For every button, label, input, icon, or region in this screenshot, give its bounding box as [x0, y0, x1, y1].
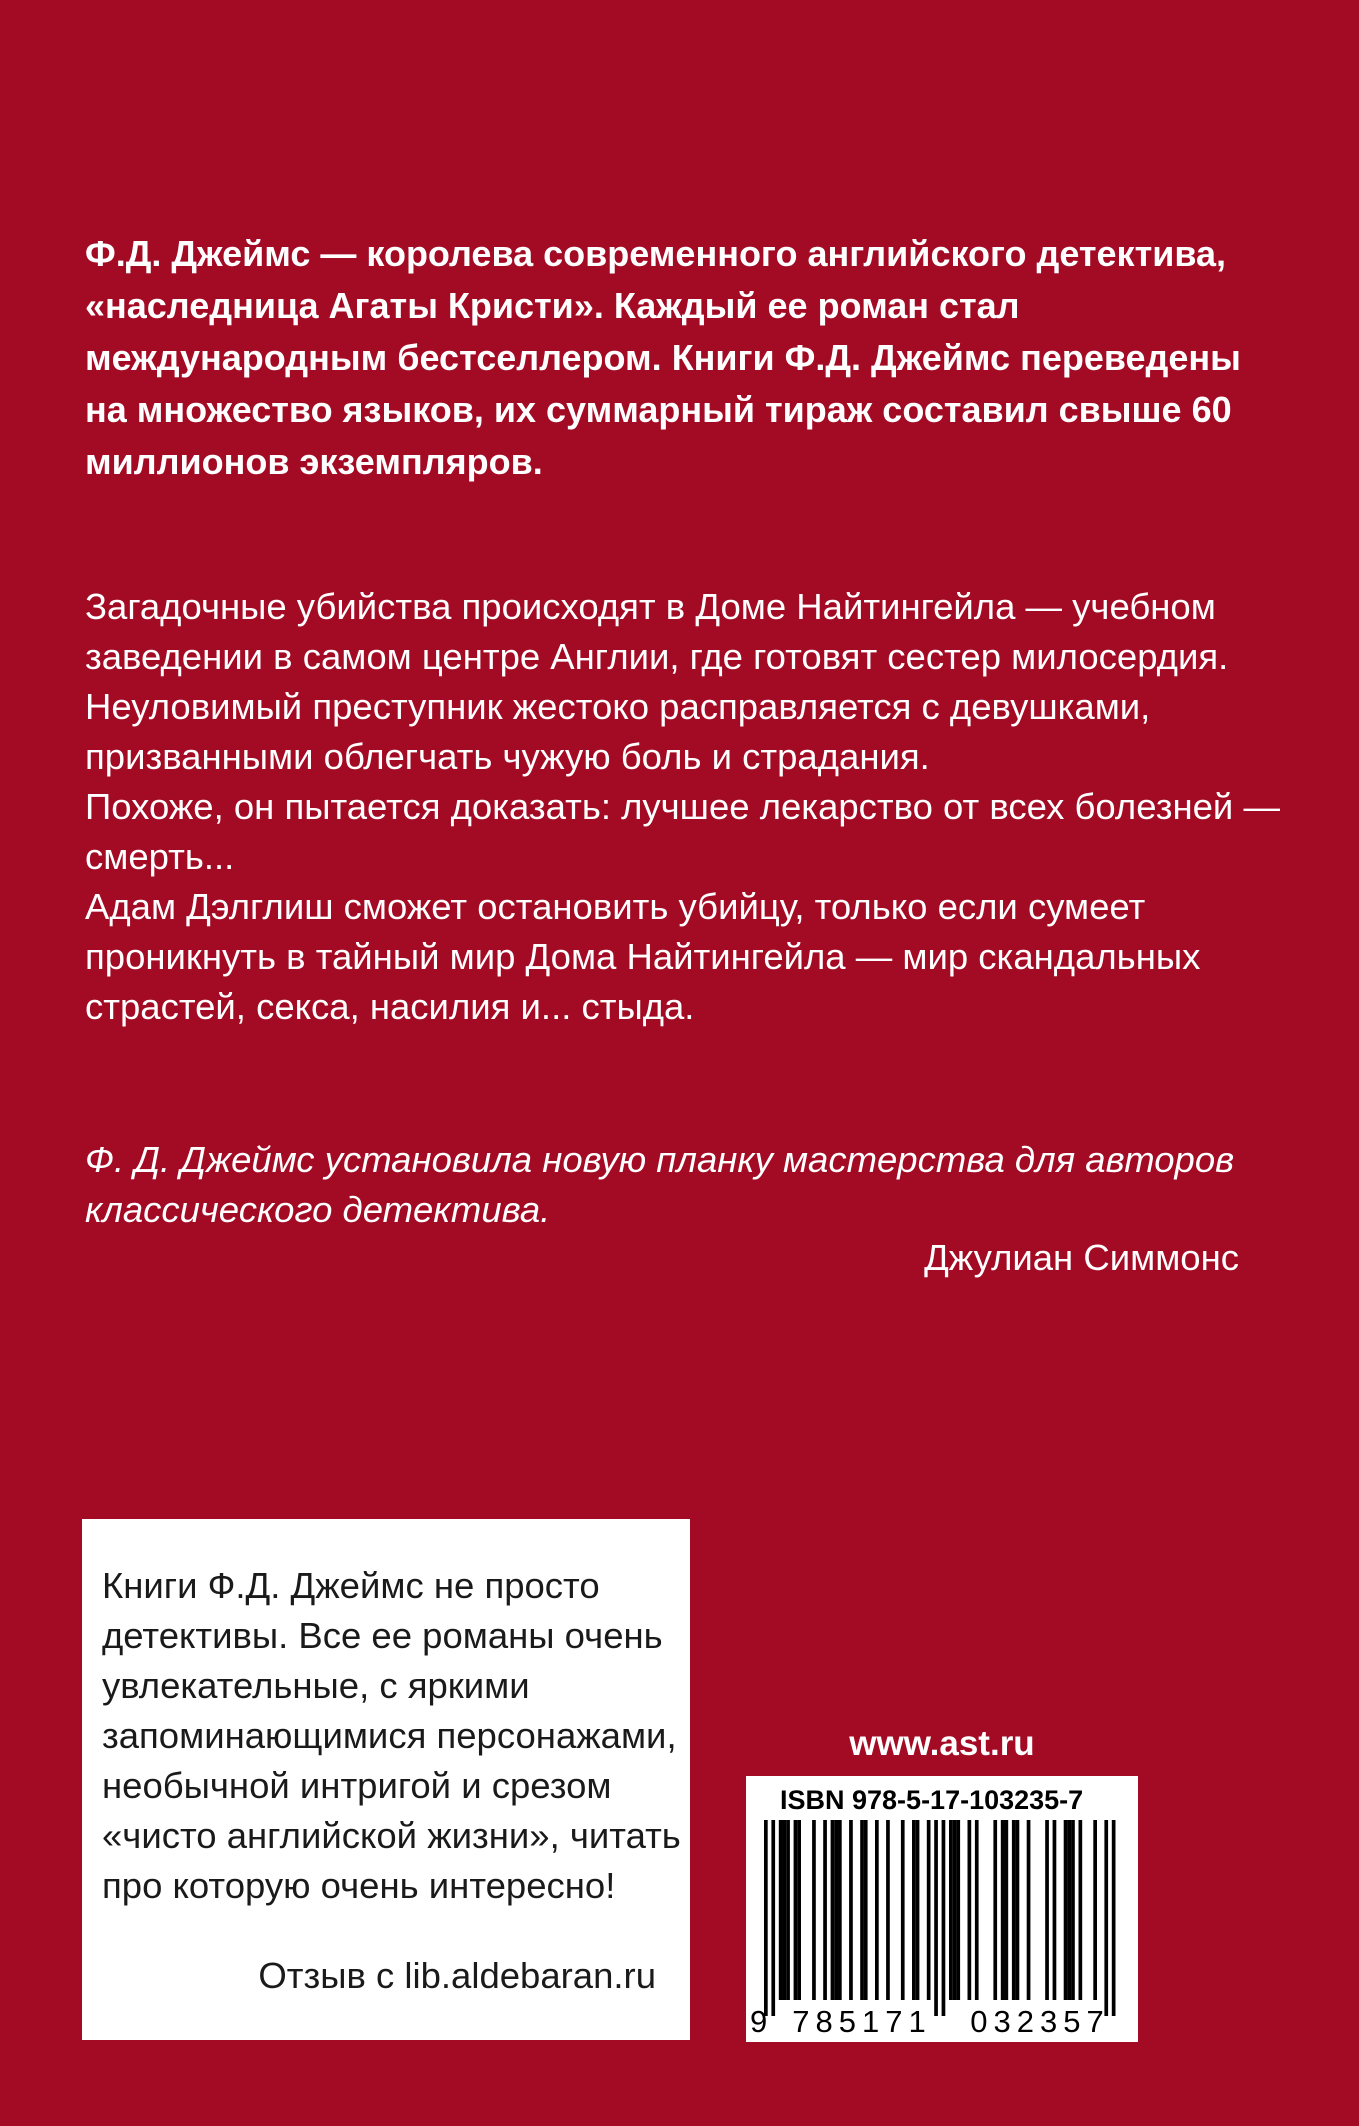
barcode-bar	[886, 1820, 890, 2000]
synopsis-paragraph: Адам Дэлглиш сможет остановить убийцу, только если сумеет проникнуть в тайный мир Дома Найтингейла — мир скандальных страстей, секса, насилия и... стыда.	[85, 886, 1201, 1027]
barcode-bar	[838, 1820, 842, 2000]
barcode-bar	[797, 1820, 801, 2000]
barcode-bar	[1045, 1820, 1049, 2000]
barcode-bar	[975, 1820, 979, 2000]
barcode-bar	[1027, 1820, 1031, 2000]
ean-first-digit: 9	[750, 2004, 768, 2039]
critic-quote: Ф. Д. Джеймс установила новую планку мастерства для авторов классического детектива.	[85, 1139, 1235, 1230]
barcode-bar	[993, 1820, 997, 2000]
barcode-bar	[942, 1820, 946, 2016]
barcode-bar	[1012, 1820, 1016, 2000]
barcode-bar	[849, 1820, 853, 2000]
barcode-bar	[764, 1820, 768, 2016]
barcode-bar	[901, 1820, 905, 2000]
barcode-bar	[1067, 1820, 1071, 2000]
barcode-bar	[1001, 1820, 1005, 2000]
ean-left-digits: 785171	[792, 2004, 932, 2039]
barcode-bar	[834, 1820, 838, 2000]
ean-right-digits: 032357	[970, 2004, 1110, 2039]
review-box	[82, 1519, 690, 2040]
barcode-bar	[927, 1820, 931, 2000]
barcode-bar	[786, 1820, 790, 2000]
barcode-bar	[831, 1820, 835, 2000]
isbn-label: ISBN 978-5-17-103235-7	[780, 1785, 1084, 1815]
barcode-bar	[875, 1820, 879, 2000]
review-source: Отзыв с lib.aldebaran.ru	[258, 1955, 656, 1996]
barcode-bar	[934, 1820, 938, 2016]
barcode-bar	[1104, 1820, 1108, 2016]
synopsis	[85, 582, 1305, 1032]
quote-author: Джулиан Симмонс	[924, 1237, 1239, 1278]
synopsis-paragraph: Похоже, он пытается доказать: лучшее лекарство от всех болезней — смерть...	[85, 786, 1280, 877]
barcode-bar	[912, 1820, 916, 2000]
barcode-bar	[956, 1820, 960, 2000]
barcode-icon	[746, 1820, 1138, 2016]
barcode-bar	[1005, 1820, 1009, 2000]
barcode-bar	[1064, 1820, 1068, 2000]
barcode-bar	[1053, 1820, 1057, 2000]
barcode-bar	[794, 1820, 798, 2000]
synopsis-paragraph: Загадочные убийства происходят в Доме Найтингейла — учебном заведении в самом центре Англии, где готовят сестер милосердия. Неуловимый преступник жестоко расправляется с девушками, призванными облегчать чужую боль и страдания.	[85, 586, 1229, 777]
barcode-bar	[949, 1820, 953, 2000]
barcode-bar	[968, 1820, 972, 2000]
barcode-bar	[916, 1820, 920, 2000]
barcode-bar	[953, 1820, 957, 2000]
barcode-bar	[783, 1820, 787, 2000]
barcode-bar	[1093, 1820, 1097, 2000]
barcode-bar	[1071, 1820, 1075, 2000]
barcode-bar	[823, 1820, 827, 2000]
author-intro: Ф.Д. Джеймс — королева современного английского детектива, «наследница Агаты Кристи». Каждый ее роман стал международным бестселлером. Книги Ф.Д. Джеймс переведены на множество языков, их суммарный тираж составил свыше 60 миллионов экземпляров.	[85, 233, 1241, 482]
barcode-bar	[812, 1820, 816, 2000]
barcode-bar	[779, 1820, 783, 2000]
review-text: Книги Ф.Д. Джеймс не просто детективы. Все ее романы очень увлекательные, с яркими запоминающимися персонажами, необычной интригой и срезом «чисто английской жизни», читать про которую очень интересно!	[102, 1565, 681, 1906]
publisher-site: www.ast.ru	[849, 1724, 1035, 1763]
barcode-bar	[1112, 1820, 1116, 2016]
barcode-bar	[860, 1820, 864, 2000]
barcode-bar	[1079, 1820, 1083, 2000]
barcode-bar	[1016, 1820, 1020, 2000]
barcode-box	[746, 1776, 1138, 2042]
barcode-bar	[771, 1820, 775, 2016]
barcode-bar	[864, 1820, 868, 2000]
